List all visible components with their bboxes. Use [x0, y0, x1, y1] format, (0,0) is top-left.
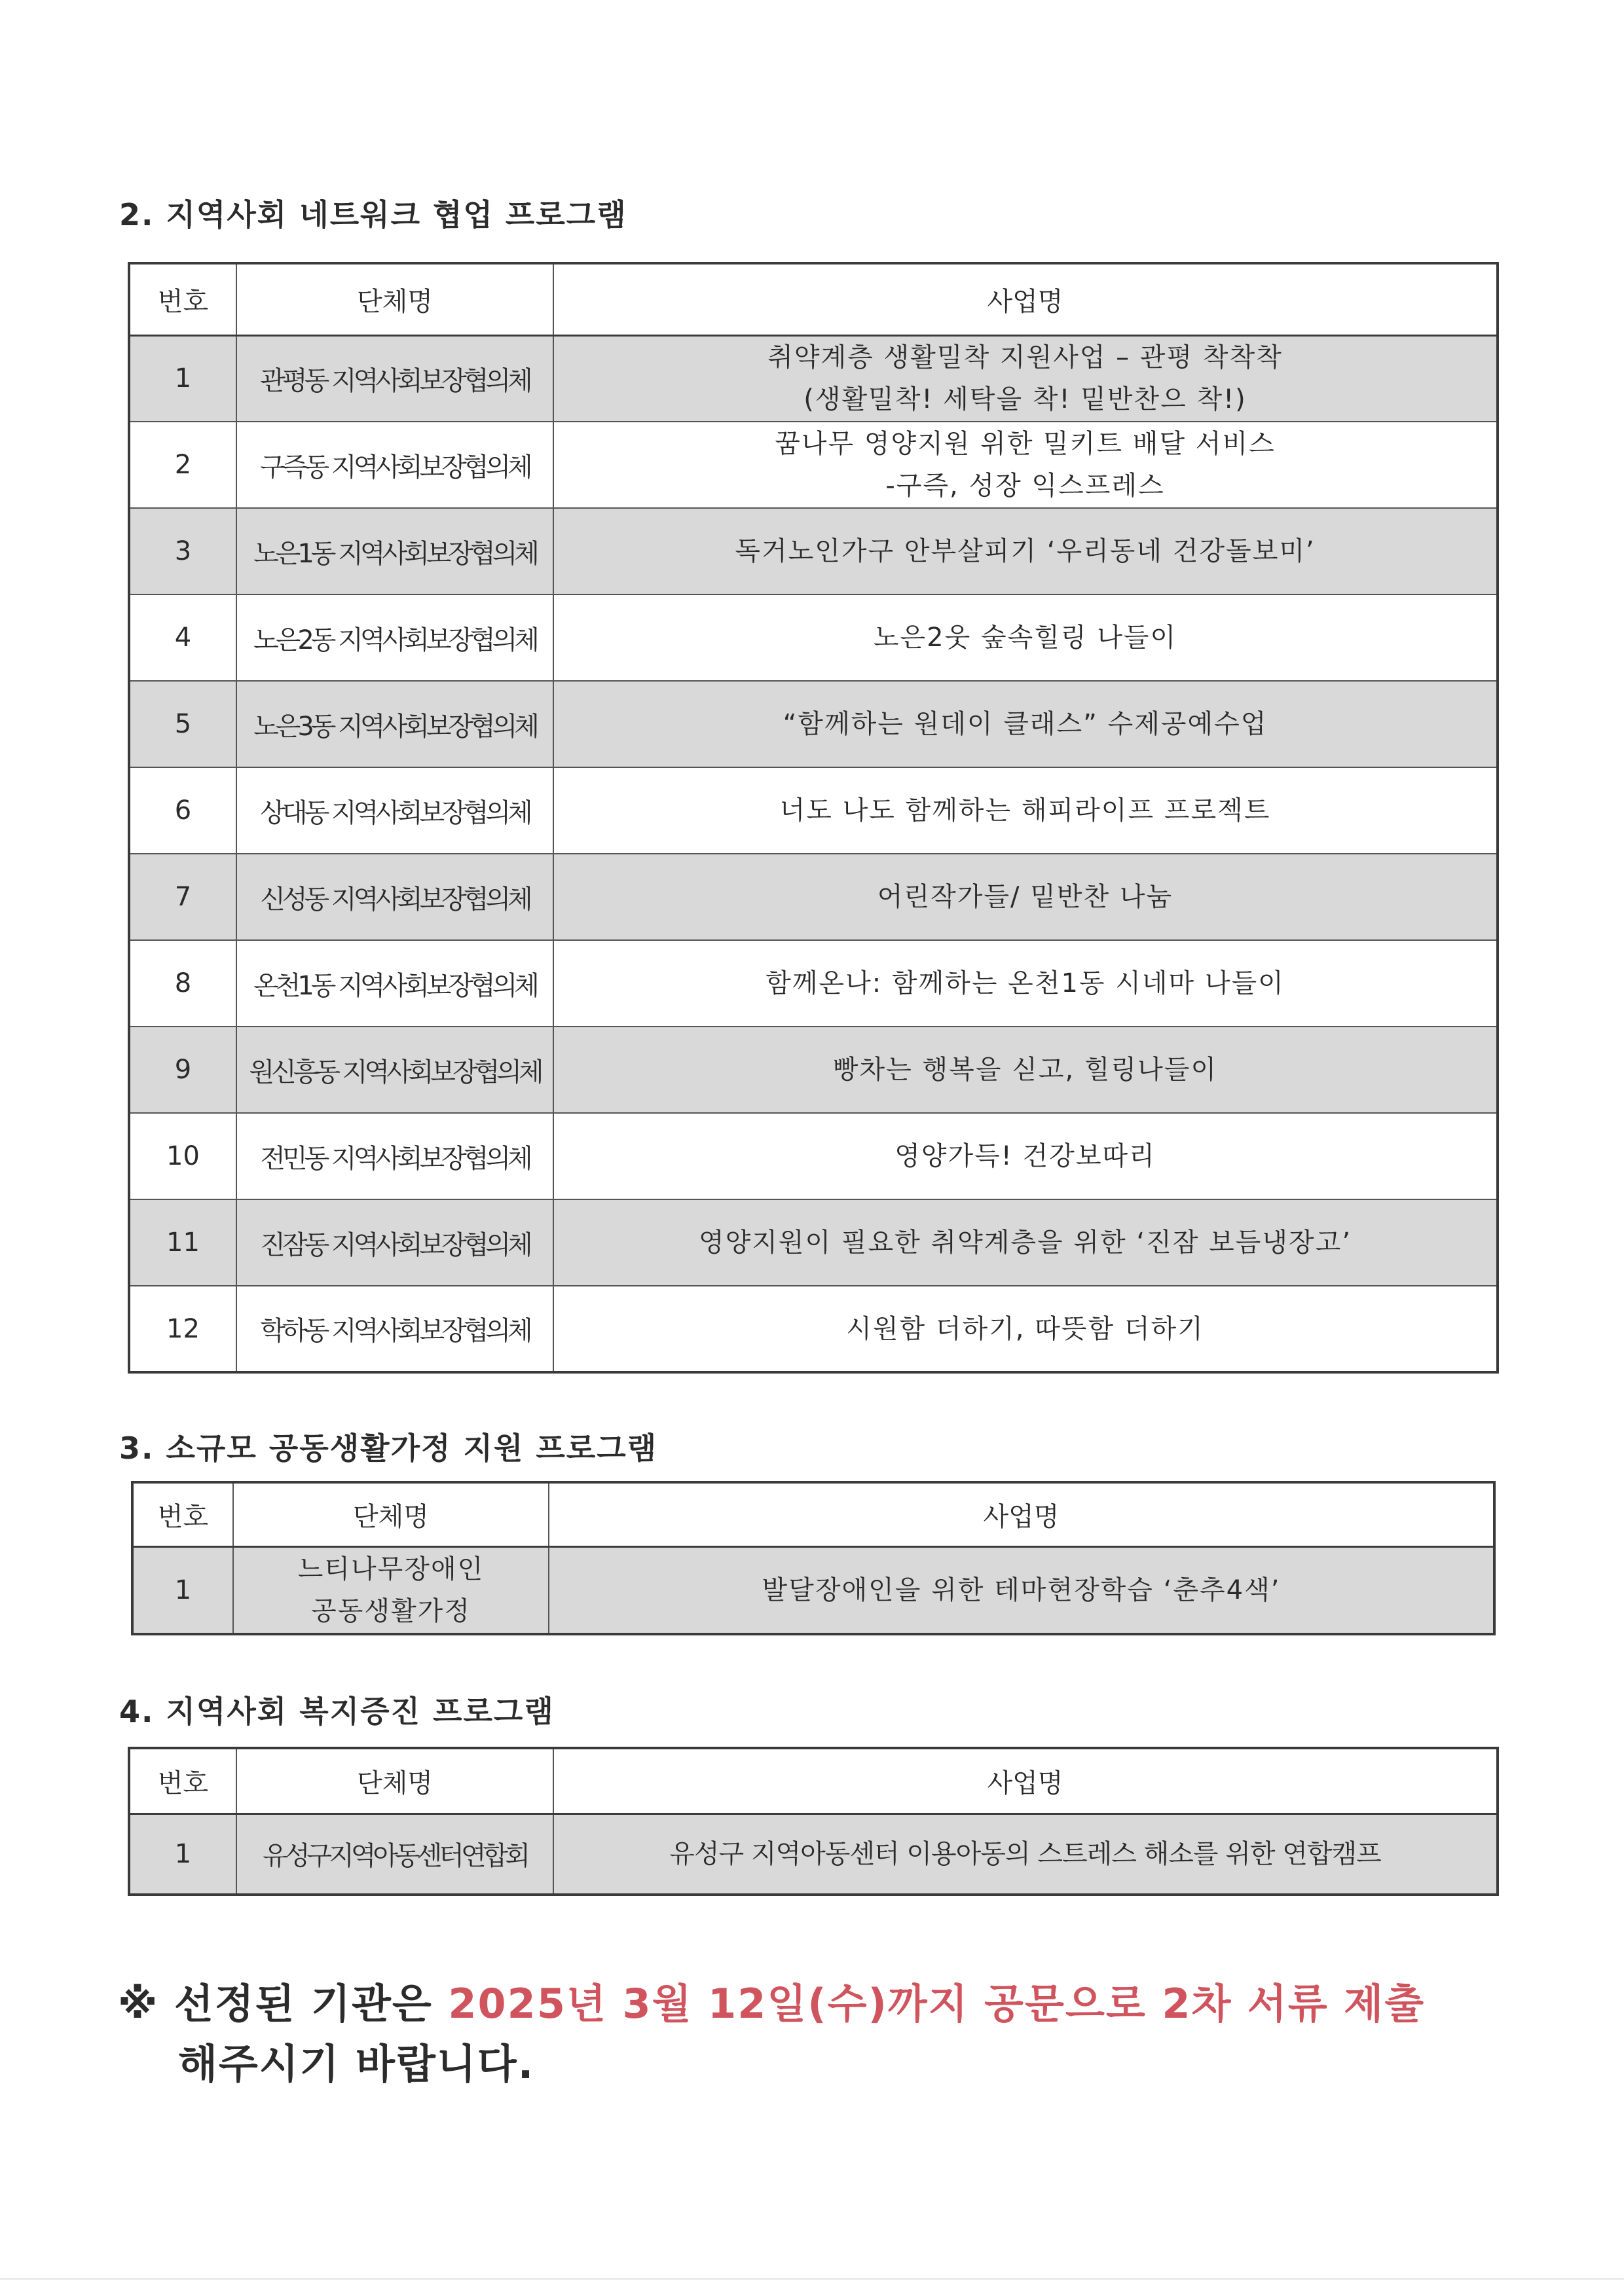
row-no: 5 — [129, 681, 236, 767]
header-no: 번호 — [129, 263, 236, 335]
row-no: 10 — [129, 1113, 236, 1199]
row-program — [553, 854, 1498, 940]
row-program-line: 시원함 더하기, 따뜻함 더하기 — [846, 1313, 1204, 1344]
row-org: 원신흥동 지역사회보장협의체 — [236, 1027, 553, 1113]
row-program — [553, 1813, 1498, 1895]
header-org: 단체명 — [236, 263, 553, 335]
row-org: 학하동 지역사회보장협의체 — [236, 1286, 553, 1372]
row-org: 신성동 지역사회보장협의체 — [236, 854, 553, 940]
table-row — [129, 594, 1498, 681]
section-4-title: 4. 지역사회 복지증진 프로그램 — [119, 1694, 555, 1729]
row-program-line: 유성구 지역아동센터 이용아동의 스트레스 해소를 위한 연합캠프 — [669, 1838, 1381, 1869]
table-row — [129, 508, 1498, 594]
network-program-rows — [129, 335, 1498, 1372]
row-org: 노은1동 지역사회보장협의체 — [236, 508, 553, 594]
row-program — [553, 681, 1498, 767]
row-program-line: 너도 나도 함께하는 해피라이프 프로젝트 — [779, 795, 1271, 826]
row-org: 노은2동 지역사회보장협의체 — [236, 594, 553, 681]
row-program — [553, 594, 1498, 681]
row-program-line: 발달장애인을 위한 테마현장학습 ‘춘추4색’ — [762, 1575, 1281, 1605]
notice-text-start: 선정된 기관은 — [174, 1980, 433, 2028]
row-no: 6 — [129, 767, 236, 854]
row-no: 3 — [129, 508, 236, 594]
table-row — [129, 1199, 1498, 1286]
row-no: 1 — [132, 1546, 233, 1634]
row-program-line: 꿈나무 영양지원 위한 밀키트 배달 서비스 — [775, 429, 1276, 459]
row-program-line: (생활밀착! 세탁을 착! 밑반찬으 착!) — [803, 384, 1247, 415]
row-program-line: 함께온나: 함께하는 온천1동 시네마 나들이 — [766, 968, 1285, 998]
row-program-line: -구즉, 성장 익스프레스 — [885, 471, 1165, 501]
row-org: 노은3동 지역사회보장협의체 — [236, 681, 553, 767]
row-no: 8 — [129, 940, 236, 1027]
row-program-line: 어린작가들/ 밑반찬 나눔 — [877, 882, 1173, 912]
deadline-notice — [118, 1974, 1425, 2094]
row-program — [553, 422, 1498, 508]
header-no: 번호 — [132, 1482, 233, 1546]
row-org: 상대동 지역사회보장협의체 — [236, 767, 553, 854]
row-program-line: 영양지원이 필요한 취약계층을 위한 ‘진잠 보듬냉장고’ — [698, 1228, 1352, 1258]
row-org — [233, 1546, 549, 1634]
table-row — [129, 1286, 1498, 1372]
table-row — [129, 1813, 1498, 1895]
row-program — [553, 335, 1498, 422]
header-program: 사업명 — [553, 1748, 1498, 1813]
row-no: 1 — [129, 1813, 236, 1895]
row-program — [553, 1286, 1498, 1372]
table-row — [129, 1113, 1498, 1199]
row-program-line: 영양가득! 건강보따리 — [895, 1141, 1156, 1171]
row-program-line: 노은2웃 숲속힐링 나들이 — [873, 623, 1177, 653]
row-no: 12 — [129, 1286, 236, 1372]
group-home-table — [131, 1481, 1496, 1635]
row-org: 진잠동 지역사회보장협의체 — [236, 1199, 553, 1286]
table-header-row — [129, 1748, 1498, 1813]
table-header-row — [129, 263, 1498, 335]
row-program-line: 독거노인가구 안부살피기 ‘우리동네 건강돌보미’ — [735, 536, 1316, 566]
network-program-table — [128, 262, 1499, 1374]
row-org: 구즉동 지역사회보장협의체 — [236, 422, 553, 508]
row-program — [553, 767, 1498, 854]
notice-text-end: 해주시기 바랍니다. — [178, 2040, 535, 2088]
page-bottom-divider — [0, 2278, 1624, 2280]
row-program — [553, 1199, 1498, 1286]
header-program: 사업명 — [553, 263, 1498, 335]
table-row — [129, 422, 1498, 508]
row-no: 1 — [129, 335, 236, 422]
header-org: 단체명 — [233, 1482, 549, 1546]
row-org: 전민동 지역사회보장협의체 — [236, 1113, 553, 1199]
row-org: 유성구지역아동센터연합회 — [236, 1813, 553, 1895]
header-program: 사업명 — [549, 1482, 1494, 1546]
row-program — [553, 508, 1498, 594]
row-program-line: 빵차는 행복을 싣고, 힐링나들이 — [832, 1055, 1218, 1085]
row-org-line: 공동생활가정 — [311, 1595, 471, 1626]
table-row — [132, 1546, 1494, 1634]
row-org-line: 느티나무장애인 — [297, 1554, 485, 1584]
header-no: 번호 — [129, 1748, 236, 1813]
row-no: 7 — [129, 854, 236, 940]
header-org: 단체명 — [236, 1748, 553, 1813]
row-program — [553, 1027, 1498, 1113]
table-header-row — [132, 1482, 1494, 1546]
row-program-line: 취약계층 생활밀착 지원사업 – 관평 착착착 — [767, 342, 1283, 373]
row-program-line: “함께하는 원데이 클래스” 수제공예수업 — [783, 709, 1268, 739]
section-2-title: 2. 지역사회 네트워크 협업 프로그램 — [119, 197, 627, 232]
table-row — [129, 767, 1498, 854]
table-row — [129, 940, 1498, 1027]
row-no: 2 — [129, 422, 236, 508]
table-row — [129, 1027, 1498, 1113]
section-3-title: 3. 소규모 공동생활가정 지원 프로그램 — [119, 1430, 658, 1466]
row-no: 11 — [129, 1199, 236, 1286]
welfare-program-table — [128, 1747, 1499, 1896]
row-program — [553, 940, 1498, 1027]
row-program — [549, 1546, 1494, 1634]
row-program — [553, 1113, 1498, 1199]
row-org: 관평동 지역사회보장협의체 — [236, 335, 553, 422]
table-row — [129, 854, 1498, 940]
table-row — [129, 681, 1498, 767]
reference-mark: ※ — [118, 1980, 159, 2028]
row-no: 9 — [129, 1027, 236, 1113]
notice-deadline-highlight: 2025년 3월 12일(수)까지 공문으로 2차 서류 제출 — [448, 1980, 1426, 2028]
table-row — [129, 335, 1498, 422]
row-org: 온천1동 지역사회보장협의체 — [236, 940, 553, 1027]
row-no: 4 — [129, 594, 236, 681]
